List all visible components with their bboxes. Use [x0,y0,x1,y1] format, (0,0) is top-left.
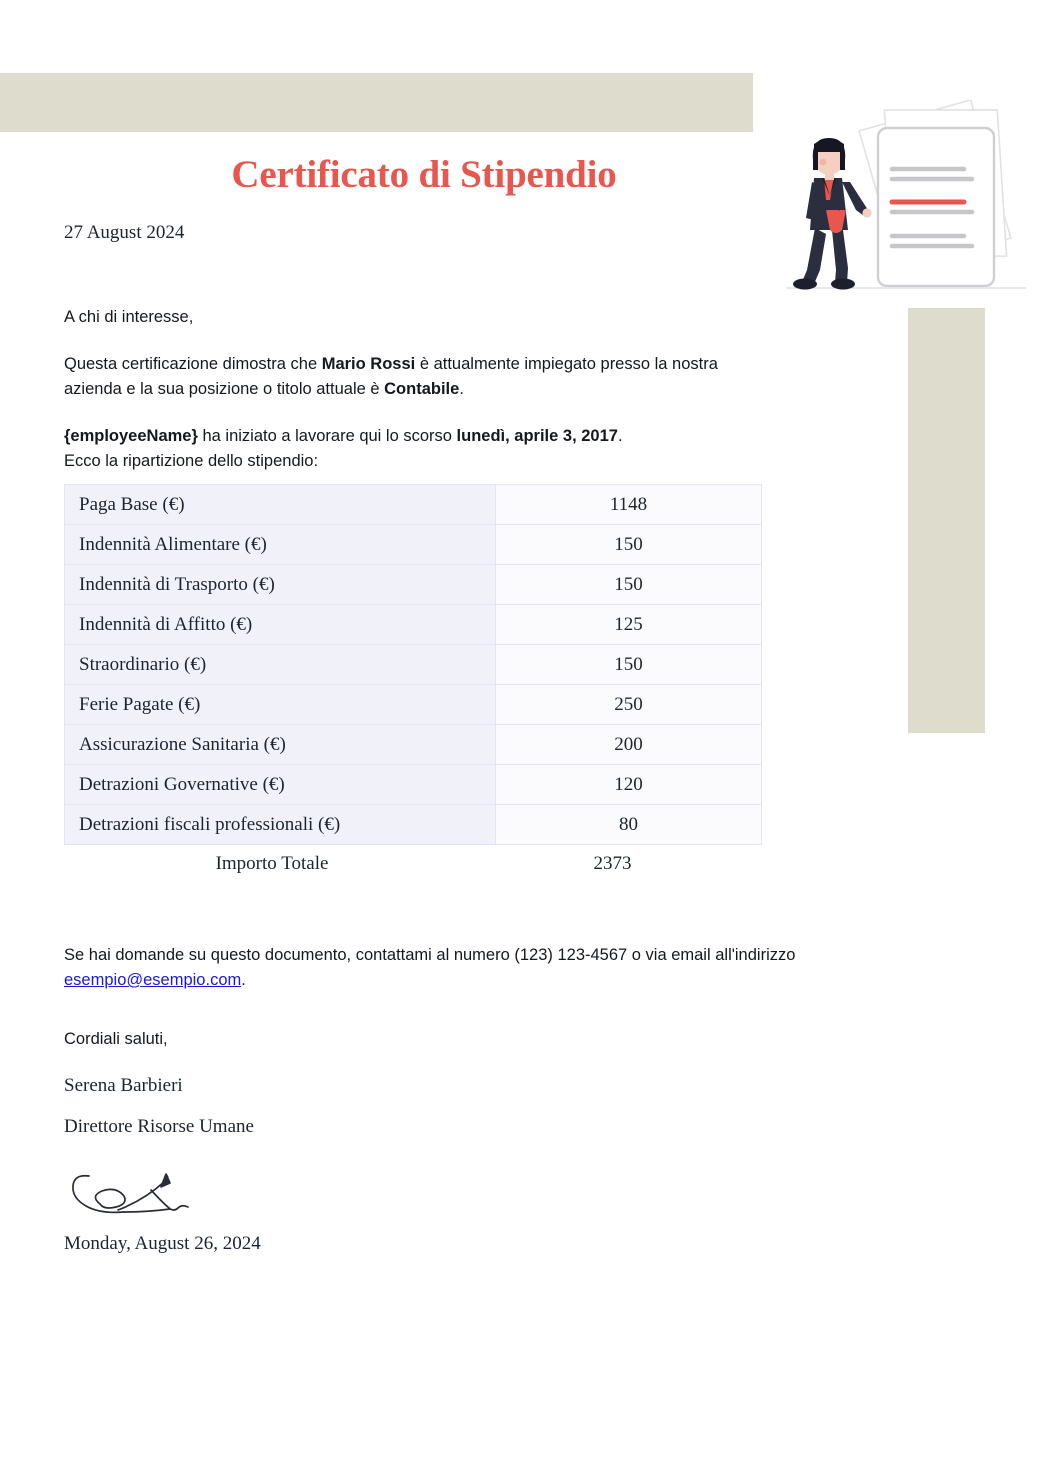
table-cell-value: 200 [496,725,762,765]
signature-date: Monday, August 26, 2024 [64,1233,261,1254]
table-cell-value: 250 [496,685,762,725]
employment-paragraph [64,352,764,402]
table-cell-label: Indennità di Affitto (€) [65,605,496,645]
table-row [65,725,762,765]
table-cell-value: 80 [496,805,762,845]
contact-text-part1: Se hai domande su questo documento, contattami al numero (123) 123-4567 o via email all'indirizzo [64,946,796,964]
table-row [65,765,762,805]
employment-start-date: lunedì, aprile 3, 2017 [456,427,618,445]
intro-text-part2: è attualmente impiegato presso la nostra azienda e la sua posizione o titolo attuale è [64,355,718,398]
job-title: Contabile [384,380,460,398]
total-row [64,853,745,875]
salutation-text: A chi di interesse, [64,308,194,326]
salutation [64,305,764,330]
table-cell-label: Paga Base (€) [65,485,496,525]
table-cell-value: 1148 [496,485,762,525]
letter-footer [64,943,944,1052]
signature-scribble-icon [66,1160,216,1226]
total-value: 2373 [593,853,632,874]
contact-text-part2: . [241,971,246,989]
table-cell-label: Indennità Alimentare (€) [65,525,496,565]
breakdown-lead-in: Ecco la ripartizione dello stipendio: [64,452,319,470]
table-row [65,805,762,845]
table-cell-label: Detrazioni fiscali professionali (€) [65,805,496,845]
table-cell-value: 120 [496,765,762,805]
table-cell-value: 150 [496,565,762,605]
salary-breakdown-table [64,484,762,845]
table-cell-label: Detrazioni Governative (€) [65,765,496,805]
table-cell-value: 150 [496,525,762,565]
table-cell-label: Indennità di Trasporto (€) [65,565,496,605]
table-cell-label: Assicurazione Sanitaria (€) [65,725,496,765]
total-label: Importo Totale [215,853,329,874]
letter-body [64,305,764,474]
intro-text-part3: . [459,380,464,398]
table-cell-label: Straordinario (€) [65,645,496,685]
email-link[interactable]: esempio@esempio.com [64,971,242,989]
contact-paragraph [64,943,944,993]
page-title: Certificato di Stipendio [231,153,617,196]
table-row [65,605,762,645]
table-cell-value: 125 [496,605,762,645]
table-cell-label: Ferie Pagate (€) [65,685,496,725]
intro-text-part1: Questa certificazione dimostra che [64,355,322,373]
woman-walking-past-documents-illustration [780,100,1044,300]
employee-name-placeholder: {employeeName} [64,427,198,445]
table-row [65,685,762,725]
document-date: 27 August 2024 [64,222,185,243]
employee-name: Mario Rossi [321,355,416,373]
signer-role: Direttore Risorse Umane [64,1116,254,1137]
signer-name: Serena Barbieri [64,1075,183,1096]
table-row [65,645,762,685]
table-row [65,525,762,565]
beige-top-banner [0,73,753,132]
start-text-part2: . [617,427,623,445]
table-row [65,485,762,525]
table-cell-value: 150 [496,645,762,685]
start-text-part1: ha iniziato a lavorare qui lo scorso [197,427,457,445]
start-date-paragraph [64,424,764,474]
regards-text: Cordiali saluti, [64,1030,168,1048]
table-row [65,565,762,605]
table-body [65,485,762,845]
beige-side-block [908,308,985,733]
